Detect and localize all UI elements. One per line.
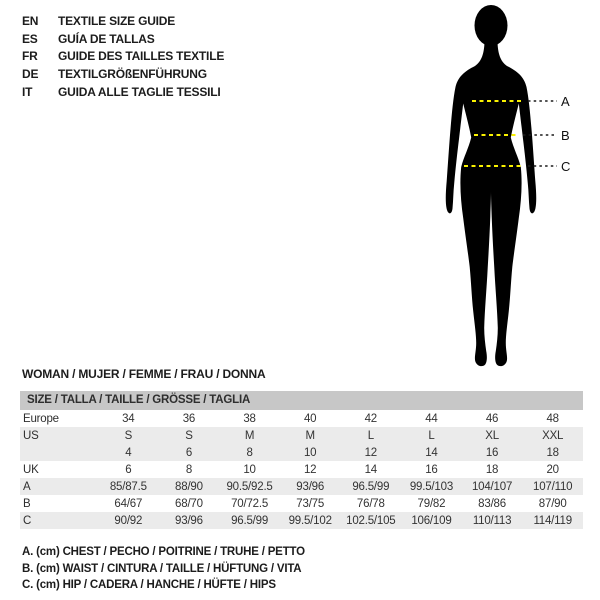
language-list — [22, 12, 224, 101]
size-cell: 10 — [243, 463, 256, 476]
measurement-legend — [22, 546, 305, 596]
size-cell: M — [244, 429, 255, 442]
table-row — [20, 410, 583, 427]
size-cell: L — [428, 429, 435, 442]
size-cell: 12 — [364, 446, 378, 459]
size-table-header: SIZE / TALLA / TAILLE / GRÖSSE / TAGLIA — [20, 391, 583, 410]
legend-row: B. (cm) WAIST / CINTURA / TAILLE / HÜFTUNG / VITA — [22, 562, 302, 575]
size-table-body — [20, 410, 583, 529]
size-cell: 76/78 — [356, 497, 385, 510]
size-cell: S — [185, 429, 193, 442]
size-cell: 42 — [364, 412, 378, 425]
row-label: Europe — [23, 412, 59, 425]
language-row — [22, 65, 224, 83]
size-cell: 70/72.5 — [231, 497, 269, 510]
language-row — [22, 12, 224, 30]
language-code: EN — [22, 13, 39, 28]
size-cell: 4 — [125, 446, 132, 459]
size-cell: 93/96 — [175, 514, 203, 527]
size-cell: 85/87.5 — [109, 480, 147, 493]
size-cell: 6 — [185, 446, 193, 459]
size-cell: 87/90 — [538, 497, 567, 510]
silhouette-head — [475, 5, 508, 46]
size-cell: XXL — [542, 429, 564, 442]
size-cell: XL — [485, 429, 499, 442]
language-row — [22, 83, 224, 101]
row-label: UK — [23, 463, 39, 476]
language-code: DE — [22, 67, 39, 82]
size-cell: 88/90 — [175, 480, 203, 493]
silhouette-body-left — [446, 42, 491, 366]
marker-label-hip: C — [561, 159, 571, 174]
size-cell: 107/110 — [533, 480, 573, 493]
size-cell: M — [305, 429, 315, 442]
size-cell: 16 — [425, 463, 438, 476]
size-cell: 18 — [485, 463, 499, 476]
size-cell: L — [367, 429, 374, 442]
language-code: FR — [22, 49, 38, 64]
size-cell: 96.5/99 — [352, 480, 390, 493]
table-row — [20, 495, 583, 512]
size-cell: 114/119 — [533, 514, 572, 527]
size-cell: 6 — [125, 463, 132, 476]
marker-label-waist: B — [561, 128, 570, 143]
language-title: TEXTILE SIZE GUIDE — [58, 13, 176, 28]
size-cell: 36 — [182, 412, 196, 425]
language-code: ES — [22, 31, 38, 46]
size-cell: 18 — [546, 446, 559, 459]
size-cell: 68/70 — [175, 497, 203, 510]
size-cell: 34 — [122, 412, 135, 425]
size-cell: 14 — [364, 463, 378, 476]
size-cell: 12 — [303, 463, 317, 476]
size-cell: 38 — [243, 412, 256, 425]
size-cell: 46 — [485, 412, 499, 425]
size-cell: 10 — [303, 446, 317, 459]
row-label — [20, 444, 98, 461]
size-cell: 110/113 — [472, 514, 512, 527]
legend-row: A. (cm) CHEST / PECHO / POITRINE / TRUHE / PETTO — [22, 546, 305, 558]
size-cell: 14 — [425, 446, 438, 459]
table-row — [20, 427, 583, 444]
size-table — [20, 410, 583, 529]
size-table-section — [20, 391, 583, 529]
size-cell: S — [124, 429, 133, 442]
size-cell: 48 — [546, 412, 559, 425]
language-title: GUIDE DES TAILLES TEXTILE — [58, 49, 225, 64]
size-cell: 102.5/105 — [346, 514, 396, 527]
size-cell: 8 — [185, 463, 193, 476]
language-code: IT — [22, 85, 33, 100]
row-label: C — [23, 514, 32, 527]
size-cell: 106/109 — [411, 514, 452, 527]
size-cell: 90/92 — [114, 514, 143, 527]
language-row — [22, 30, 224, 48]
language-title: TEXTILGRÖßENFÜHRUNG — [58, 67, 207, 82]
silhouette-body-right — [491, 42, 536, 366]
size-cell: 83/86 — [478, 497, 506, 510]
size-cell: 8 — [246, 446, 253, 459]
size-cell: 99.5/102 — [288, 514, 332, 527]
marker-label-chest: A — [561, 94, 570, 109]
size-cell: 16 — [485, 446, 499, 459]
section-heading-woman: WOMAN / MUJER / FEMME / FRAU / DONNA — [22, 367, 266, 381]
row-label: A — [23, 480, 31, 493]
table-row — [20, 444, 583, 461]
table-row — [20, 461, 583, 478]
row-label: B — [23, 497, 31, 510]
size-cell: 90.5/92.5 — [226, 480, 273, 493]
language-title: GUÍA DE TALLAS — [58, 31, 155, 46]
size-cell: 79/82 — [417, 497, 446, 510]
language-row — [22, 48, 224, 66]
size-cell: 44 — [425, 412, 438, 425]
size-cell: 96.5/99 — [231, 514, 269, 527]
size-cell: 40 — [303, 412, 317, 425]
size-cell: 93/96 — [296, 480, 325, 493]
size-cell: 73/75 — [296, 497, 325, 510]
legend-row: C. (cm) HIP / CADERA / HANCHE / HÜFTE / HIPS — [22, 579, 276, 592]
size-cell: 99.5/103 — [409, 480, 454, 493]
table-row — [20, 512, 583, 529]
table-row — [20, 478, 583, 495]
language-title: GUIDA ALLE TAGLIE TESSILI — [58, 85, 221, 100]
woman-silhouette-figure — [437, 5, 587, 370]
row-label: US — [23, 429, 39, 442]
size-cell: 64/67 — [114, 497, 143, 510]
size-cell: 104/107 — [471, 480, 513, 493]
size-cell: 20 — [546, 463, 559, 476]
